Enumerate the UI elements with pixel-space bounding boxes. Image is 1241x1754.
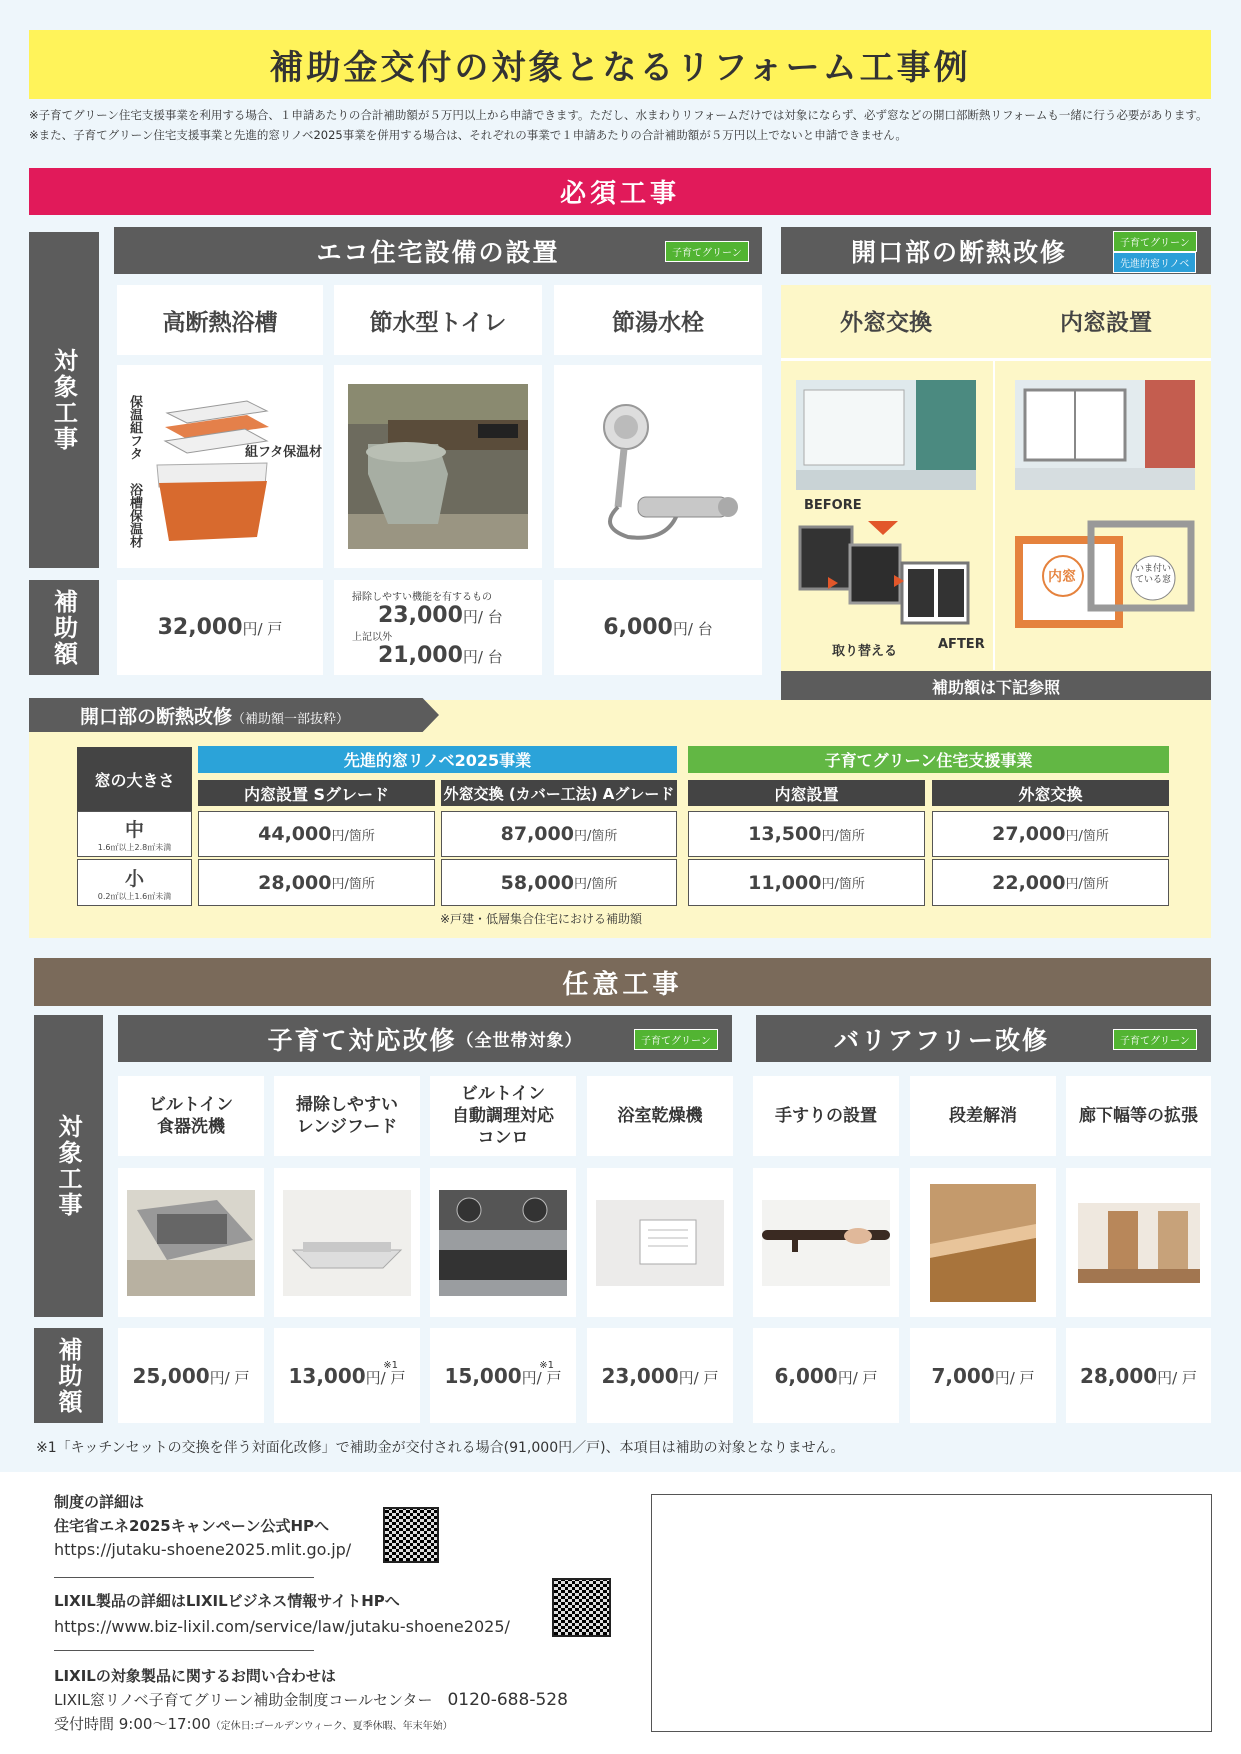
page-title: 補助金交付の対象となるリフォーム工事例	[29, 30, 1211, 99]
amount-label: 補助額	[29, 580, 99, 675]
handrail-image	[753, 1168, 899, 1317]
opt-amount-label: 補助額	[34, 1328, 103, 1423]
eco-title: エコ住宅設備の設置	[316, 237, 560, 267]
table-title: 開口部の断熱改修（補助額一部抜粋）	[80, 706, 350, 728]
phone-number[interactable]: 0120-688-528	[447, 1690, 568, 1710]
toilet-note1: 掃除しやすい機能を有するもの	[352, 591, 492, 603]
cell-mid-3: 13,500 円/箇所	[688, 811, 925, 857]
corridor-image	[1066, 1168, 1211, 1317]
rangehood-name: 掃除しやすい レンジフード	[296, 1095, 398, 1137]
qr-code-1	[383, 1507, 439, 1563]
after-label: AFTER	[938, 637, 985, 652]
stove-name: ビルトイン 自動調理対応 コンロ	[452, 1084, 554, 1148]
opening-title: 開口部の断熱改修	[851, 237, 1068, 267]
toilet-amount2: 21,000	[378, 642, 463, 668]
rangehood-amount: 13,000	[288, 1363, 366, 1388]
prog1-label: 先進的窓リノベ2025事業	[198, 746, 677, 773]
toilet-unit2: 円/ 台	[462, 647, 503, 666]
cell-mid-1: 44,000 円/箇所	[198, 811, 435, 857]
bath-unit: 円/ 戸	[242, 620, 283, 638]
bath-image	[117, 365, 323, 568]
url-1[interactable]: https://jutaku-shoene2025.mlit.go.jp/	[54, 1540, 352, 1559]
cell-small-2: 58,000 円/箇所	[441, 859, 677, 906]
replace-diagram	[798, 515, 978, 625]
blank-box	[651, 1494, 1212, 1732]
eco-tag: 子育てグリーン	[665, 241, 749, 262]
qr-code-2	[552, 1578, 611, 1637]
bathdryer-amount: 23,000	[601, 1363, 679, 1388]
cell-small-1: 28,000 円/箇所	[198, 859, 435, 906]
bath-cover-label: 保温組フタ	[127, 395, 142, 460]
prog2-label: 子育てグリーン住宅支援事業	[688, 746, 1169, 773]
inner-window-label: 内窓	[1048, 569, 1076, 585]
footer-block3: LIXILの対象製品に関するお問い合わせは LIXIL窓リノベ子育てグリーン補助金制度コールセンター 0120-688-528 受付時間 9:00～17:00（定休日:ゴールデンウィーク、夏季休暇、年末年始）	[54, 1667, 568, 1733]
handrail-amount: 6,000	[774, 1363, 838, 1388]
step-name: 段差解消	[949, 1106, 1017, 1126]
handrail-name: 手すりの設置	[775, 1106, 877, 1126]
outer-window-name: 外窓交換	[840, 309, 932, 336]
corridor-amount: 28,000	[1079, 1363, 1158, 1388]
inner-window-photo	[1015, 380, 1195, 490]
bath-name: 高断熱浴槽	[162, 309, 278, 336]
table-footnote: ※戸建・低層集合住宅における補助額	[440, 912, 643, 926]
optional-band: 任意工事	[34, 958, 1211, 1006]
cell-small-3: 11,000 円/箇所	[688, 859, 925, 906]
dishwasher-name: ビルトイン 食器洗機	[148, 1095, 234, 1137]
before-label: BEFORE	[804, 498, 862, 513]
cell-mid-2: 87,000 円/箇所	[441, 811, 677, 857]
child-header: 子育て対応改修 （全世帯対象）	[118, 1015, 732, 1062]
cell-small-4: 22,000 円/箇所	[932, 859, 1169, 906]
dishwasher-image	[118, 1168, 264, 1317]
faucet-amount: 6,000	[603, 615, 673, 640]
required-band: 必須工事	[29, 168, 1211, 215]
cell-mid-4: 27,000 円/箇所	[932, 811, 1169, 857]
size-label: 窓の大きさ	[77, 747, 192, 812]
toilet-image	[334, 365, 542, 568]
opening-tag-green: 子育てグリーン	[1113, 231, 1197, 252]
outer-window-photo	[796, 380, 976, 490]
barrier-tag: 子育てグリーン	[1113, 1029, 1197, 1050]
header-note: ※子育てグリーン住宅支援事業を利用する場合、１申請あたりの合計補助額が５万円以上から申請できます。ただし、水まわりリフォームだけでは対象にならず、必ず窓などの開口部断熱リフォームも一緒に行う必要があります。※また、子育てグリーン住宅支援事業と先進的窓リノベ2025事業を併用する場合は、それぞれの事業で１申請あたりの合計補助額が５万円以上でないと申請できません。	[29, 108, 1208, 142]
bathdryer-image	[587, 1168, 733, 1317]
toilet-unit1: 円/ 台	[462, 607, 503, 626]
toilet-name: 節水型トイレ	[369, 309, 507, 336]
col2-label: 外窓交換 (カバー工法) Aグレード	[441, 780, 677, 806]
barrier-header: バリアフリー改修	[756, 1015, 1211, 1062]
col3-label: 内窓設置	[688, 780, 925, 806]
col1-label: 内窓設置 Sグレード	[198, 780, 435, 806]
inner-window-name: 内窓設置	[1060, 309, 1152, 336]
footer-block2: LIXIL製品の詳細はLIXILビジネス情報サイトHPへ https://www.biz-lixil.com/service/law/jutaku-shoene2025/	[54, 1588, 510, 1640]
faucet-name: 節湯水栓	[612, 309, 704, 336]
dishwasher-amount: 25,000	[132, 1363, 210, 1388]
target-label: 対象工事	[29, 232, 99, 568]
stove-amount: 15,000	[444, 1363, 522, 1388]
step-image	[910, 1168, 1056, 1317]
stove-image	[430, 1168, 576, 1317]
opening-tag-blue: 先進的窓リノベ	[1113, 252, 1196, 273]
step-amount: 7,000	[931, 1363, 995, 1388]
faucet-unit: 円/ 台	[672, 620, 713, 638]
existing-window-label: いま付いている窓	[1134, 564, 1171, 585]
row-mid-size: 中 1.6㎡以上2.8㎡未満	[77, 811, 192, 857]
col4-label: 外窓交換	[932, 780, 1169, 806]
child-tag: 子育てグリーン	[634, 1029, 718, 1050]
toilet-note2: 上記以外	[352, 631, 392, 643]
bath-tub-insul-label: 浴槽保温材	[127, 483, 142, 548]
corridor-name: 廊下幅等の拡張	[1079, 1106, 1198, 1126]
faucet-image	[554, 365, 762, 568]
replace-label: 取り替える	[832, 644, 898, 659]
rangehood-image	[274, 1168, 420, 1317]
footer-block1: 制度の詳細は 住宅省エネ2025キャンペーン公式HPへ https://jutaku-shoene2025.mlit.go.jp/	[54, 1490, 351, 1562]
optional-footnote: ※1「キッチンセットの交換を伴う対面化改修」で補助金が交付される場合(91,000円／戸)、本項目は補助の対象となりません。	[36, 1440, 845, 1456]
toilet-amount1: 23,000	[378, 602, 463, 628]
see-below-label: 補助額は下記参照	[931, 678, 1060, 697]
row-small-size: 小 0.2㎡以上1.6㎡未満	[77, 859, 192, 906]
bath-cover-insul-label: 組フタ保温材	[245, 445, 323, 460]
url-2[interactable]: https://www.biz-lixil.com/service/law/jutaku-shoene2025/	[54, 1617, 510, 1636]
opt-target-label: 対象工事	[34, 1015, 103, 1317]
bath-amount: 32,000	[157, 615, 243, 640]
bathdryer-name: 浴室乾燥機	[617, 1106, 703, 1126]
